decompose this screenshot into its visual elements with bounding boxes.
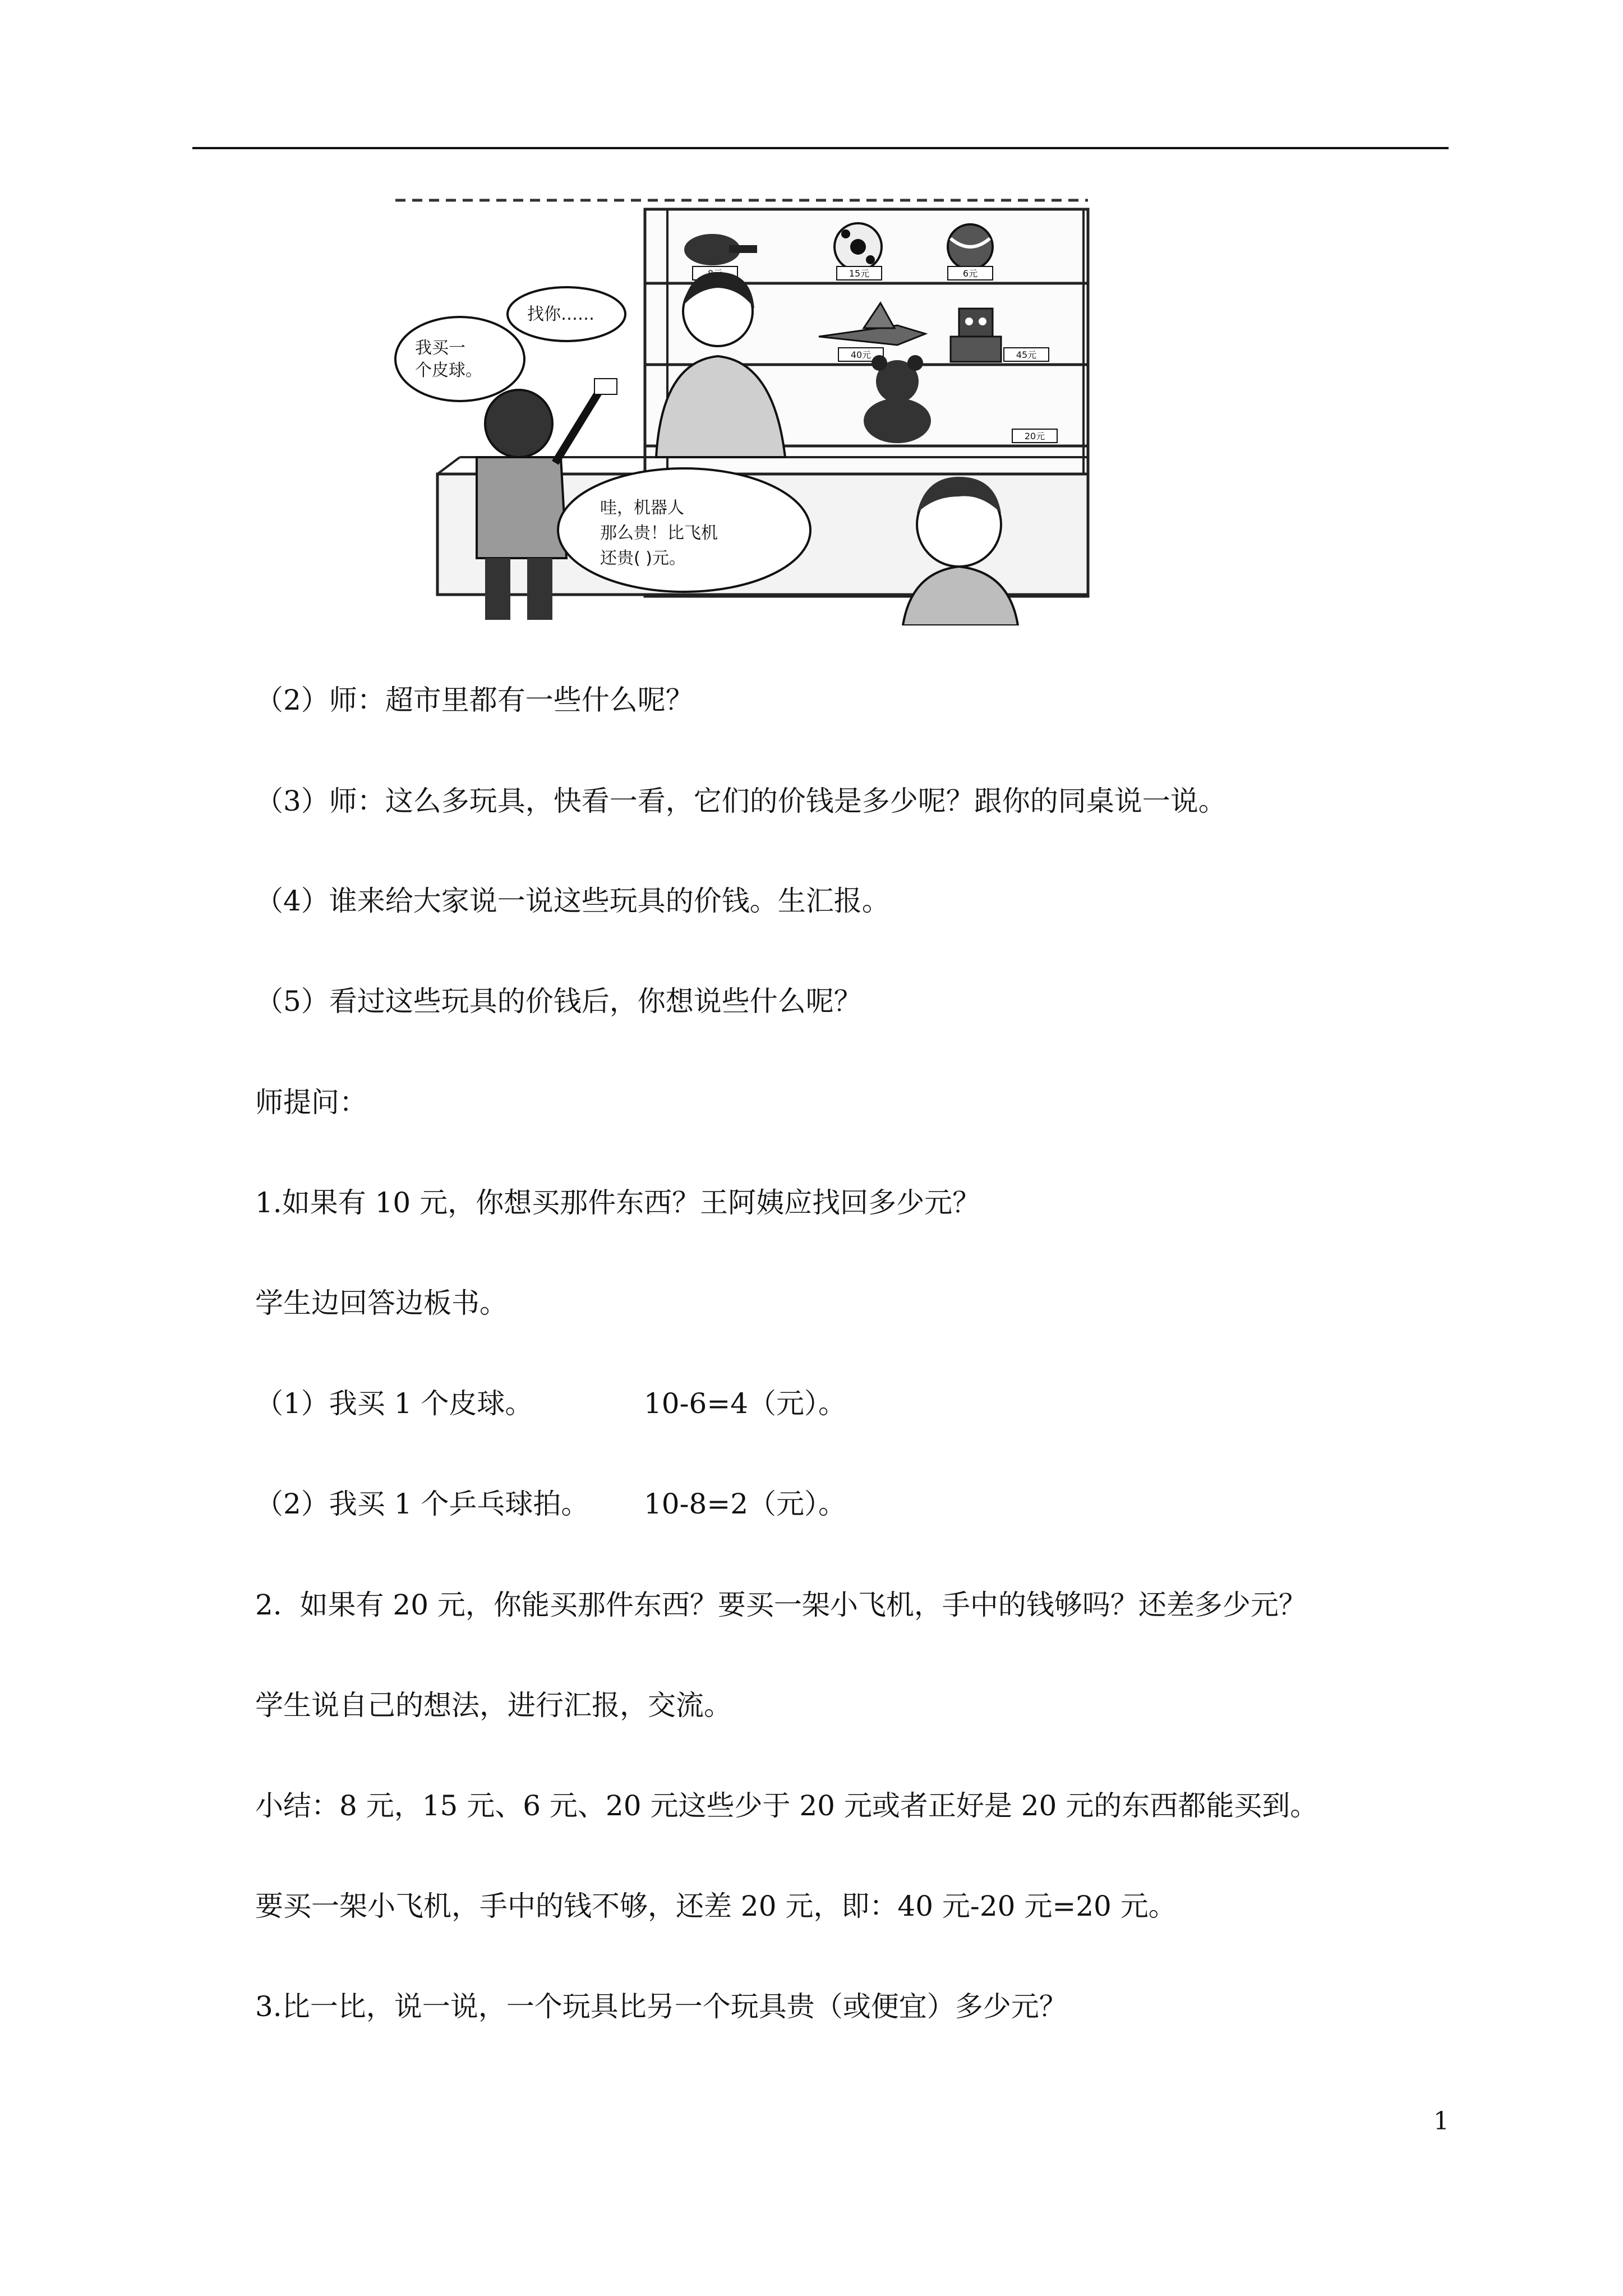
- svg-text:哇，机器人: 哇，机器人: [600, 498, 684, 518]
- equation-2: 10-8=2（元）。: [644, 1488, 847, 1520]
- header-rule: [192, 147, 1449, 149]
- svg-text:那么贵！比飞机: 那么贵！比飞机: [600, 523, 718, 543]
- svg-text:还贵( )元。: 还贵( )元。: [600, 549, 686, 568]
- price-tag-robot: 45元: [1016, 349, 1037, 360]
- text-line-11: 学生说自己的想法，进行汇报，交流。: [255, 1689, 732, 1722]
- text-line-2: （3）师：这么多玩具，快看一看，它们的价钱是多少呢？跟你的同桌说一说。: [255, 785, 1227, 817]
- text-line-14: 3.比一比，说一说，一个玩具比另一个玩具贵（或便宜）多少元？: [255, 1990, 1067, 2023]
- ball-toy: [948, 224, 993, 269]
- price-tag-ball: 6元: [962, 268, 978, 279]
- text-line-8: （1）我买 1 个皮球。: [255, 1387, 533, 1420]
- svg-text:找你……: 找你……: [527, 305, 594, 324]
- robot-toy: [951, 309, 1001, 362]
- price-tag-bear: 20元: [1024, 431, 1045, 441]
- text-line-9: （2）我买 1 个乒乓球拍。: [255, 1488, 589, 1520]
- price-tag-airplane: 40元: [850, 349, 872, 360]
- speech-bubble-boy-left: [395, 317, 524, 401]
- toy-store-illustration: [393, 194, 1091, 625]
- text-line-3: （4）谁来给大家说一说这些玩具的价钱。生汇报。: [255, 885, 890, 917]
- text-line-13: 要买一架小飞机，手中的钱不够，还差 20 元，即：40 元-20 元=20 元。: [255, 1890, 1177, 1922]
- page-number: 1: [1433, 2107, 1449, 2136]
- speech-bubble-boy-right: [558, 468, 810, 592]
- svg-text:个皮球。: 个皮球。: [415, 361, 482, 380]
- text-line-7: 学生边回答边板书。: [255, 1287, 508, 1319]
- text-line-10: 2. 如果有 20 元，你能买那件东西？要买一架小飞机，手中的钱够吗？还差多少元？: [255, 1589, 1307, 1621]
- text-line-1: （2）师：超市里都有一些什么呢？: [255, 684, 694, 716]
- text-line-6: 1.如果有 10 元，你想买那件东西？王阿姨应找回多少元？: [255, 1186, 981, 1219]
- speech-bubble-clerk: [508, 287, 625, 341]
- text-line-12: 小结：8 元，15 元、6 元、20 元这些少于 20 元或者正好是 20 元的东西都能买到。: [255, 1789, 1318, 1822]
- text-line-4: （5）看过这些玩具的价钱后，你想说些什么呢？: [255, 985, 862, 1018]
- price-tag-soccer-ball: 15元: [849, 268, 870, 279]
- svg-text:我买一: 我买一: [415, 338, 465, 358]
- soccer-ball-toy: [834, 223, 882, 270]
- text-line-5: 师提问：: [255, 1086, 367, 1119]
- equation-1: 10-6=4（元）。: [644, 1387, 847, 1420]
